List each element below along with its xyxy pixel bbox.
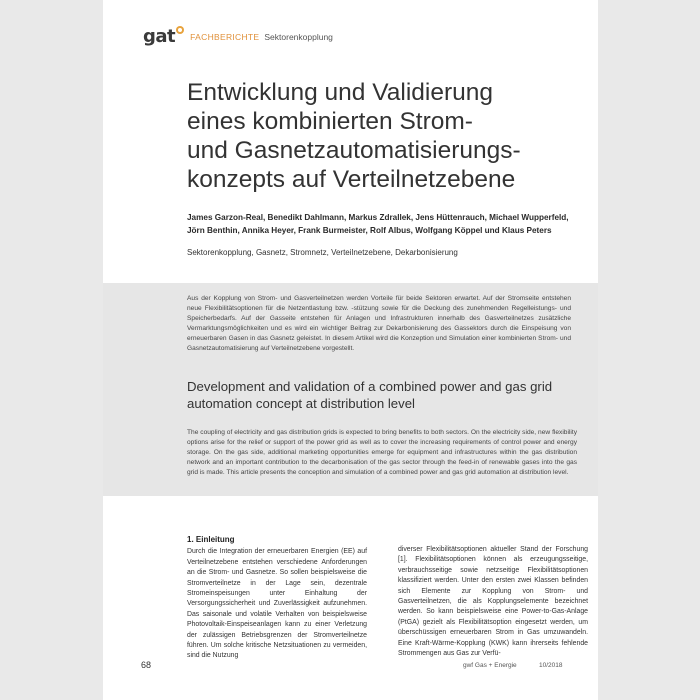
article-page <box>103 0 598 700</box>
title-line: und Gasnetzautomatisierungs- <box>187 137 521 164</box>
abstract-english: The coupling of electricity and gas distribution grids is expected to bring benefits to both sectors. On the electricity side, new flexibility options arise for the relief or support of the power grid as well as to cover the increasing requirements of control power and energy storage. On the gas side, additional marketing opportunities emerge for equipment and infrastructures within the gas distribution network and an important contribution to the decarbonisation of the gas sector through the feed-in of renewable gases into the gas grid is made. This article presents the conception and simulation of a combined power and gas grid automation at distribution level. <box>187 429 577 476</box>
body-text: diverser Flexibilitätsoptionen aktueller Stand der Forschung [1]. Flexibilitätsoptionen können als erzeugungsseitige, verbrauchsseitige sowie netzseitige Flexibilitätsoptionen klassifiziert werden. Unter den ersten zwei Klassen befinden sich Elemente zur Kopplung von Strom- und Gasverteilnetzen, die als Kopplungselemente bezeichnet werden. So kann beispielsweise eine Power-to-Gas-Anlage (PtGA) gezielt als Flexibilitätsoption eingesetzt werden, um überschüssigen erneuerbaren Strom in Gas umzuwandeln. Eine Kraft-Wärme-Kopplung (KWK) kann ihrerseits fehlende Strommengen aus Gas zur Verfü- <box>398 546 588 658</box>
author-line: James Garzon-Real, Benedikt Dahlmann, Markus Zdrallek, Jens Hüttenrauch, Michael Wupperfeld, <box>187 213 569 222</box>
body-column-left <box>187 535 367 662</box>
title-line: konzepts auf Verteilnetzebene <box>187 166 516 193</box>
gat-logo <box>143 28 184 46</box>
body-column-right <box>398 545 588 659</box>
section-topic: Sektorenkopplung <box>264 32 333 42</box>
english-title-line: automation concept at distribution level <box>187 396 415 411</box>
author-list <box>187 212 587 237</box>
page-header <box>143 28 333 46</box>
author-line: Jörn Benthin, Annika Heyer, Frank Burmeister, Rolf Albus, Wolfgang Köppel und Klaus Peters <box>187 225 552 235</box>
journal-issue: 10/2018 <box>539 662 563 669</box>
keywords: Sektorenkopplung, Gasnetz, Stromnetz, Verteilnetzebene, Dekarbonisierung <box>187 248 458 257</box>
english-title-line: Development and validation of a combined power and gas grid <box>187 379 553 394</box>
journal-name: gwf Gas + Energie <box>463 662 517 669</box>
section-heading: 1. Einleitung <box>187 535 235 544</box>
logo-mark-icon <box>176 26 184 34</box>
title-line: eines kombinierten Strom- <box>187 108 473 135</box>
title-line: Entwicklung und Validierung <box>187 79 493 106</box>
page-number: 68 <box>141 660 152 670</box>
section-category: FACHBERICHTE <box>190 32 260 42</box>
body-text: Durch die Integration der erneuerbaren Energien (EE) auf Verteilnetzebene entstehen verschiedene Anforderungen an die Strom- und Gasnetze. So sollen beispielsweise die Stromverteilnetze in der Lage sein, dezentrale Stromeinspeisungen unter Einhaltung der Versorgungssicherheit und Zuverlässigkeit aufzunehmen. Das saisonale und volatile Verhalten von beispielsweise Photovoltaik-Einspeiseanlagen kann zu einer Verletzung der zulässigen Betriebsgrenzen der Stromverteilnetze führen. Um solche kritische Netzsituationen zu vermeiden, sind die Nutzung <box>187 548 367 660</box>
abstract-german: Aus der Kopplung von Strom- und Gasverteilnetzen werden Vorteile für beide Sektoren erwartet. Auf der Stromseite entstehen neue Flexibilitätsoptionen für die Netzentlastung bzw. -stützung sowie für die Deckung des zunehmenden Regelleistungs- und Speicherbedarfs. Auf der Gasseite entstehen für Anlagen und Infrastrukturen innerhalb des Gasverteilnetzes zusätzliche Vermarktungsmöglichkeiten und es wird ein wichtiger Beitrag zur Dekarbonisierung des Gassektors durch die Einspeisung von erneuerbaren Gasen in das Gasnetz geleistet. In diesem Artikel wird die Konzeption und Simulation einer kombinierten Strom- und Gasnetzautomatisierung auf Verteilnetzebene vorgestellt. <box>187 295 571 352</box>
english-title <box>187 378 587 412</box>
article-title <box>187 78 587 194</box>
logo-text: gat <box>143 26 176 47</box>
